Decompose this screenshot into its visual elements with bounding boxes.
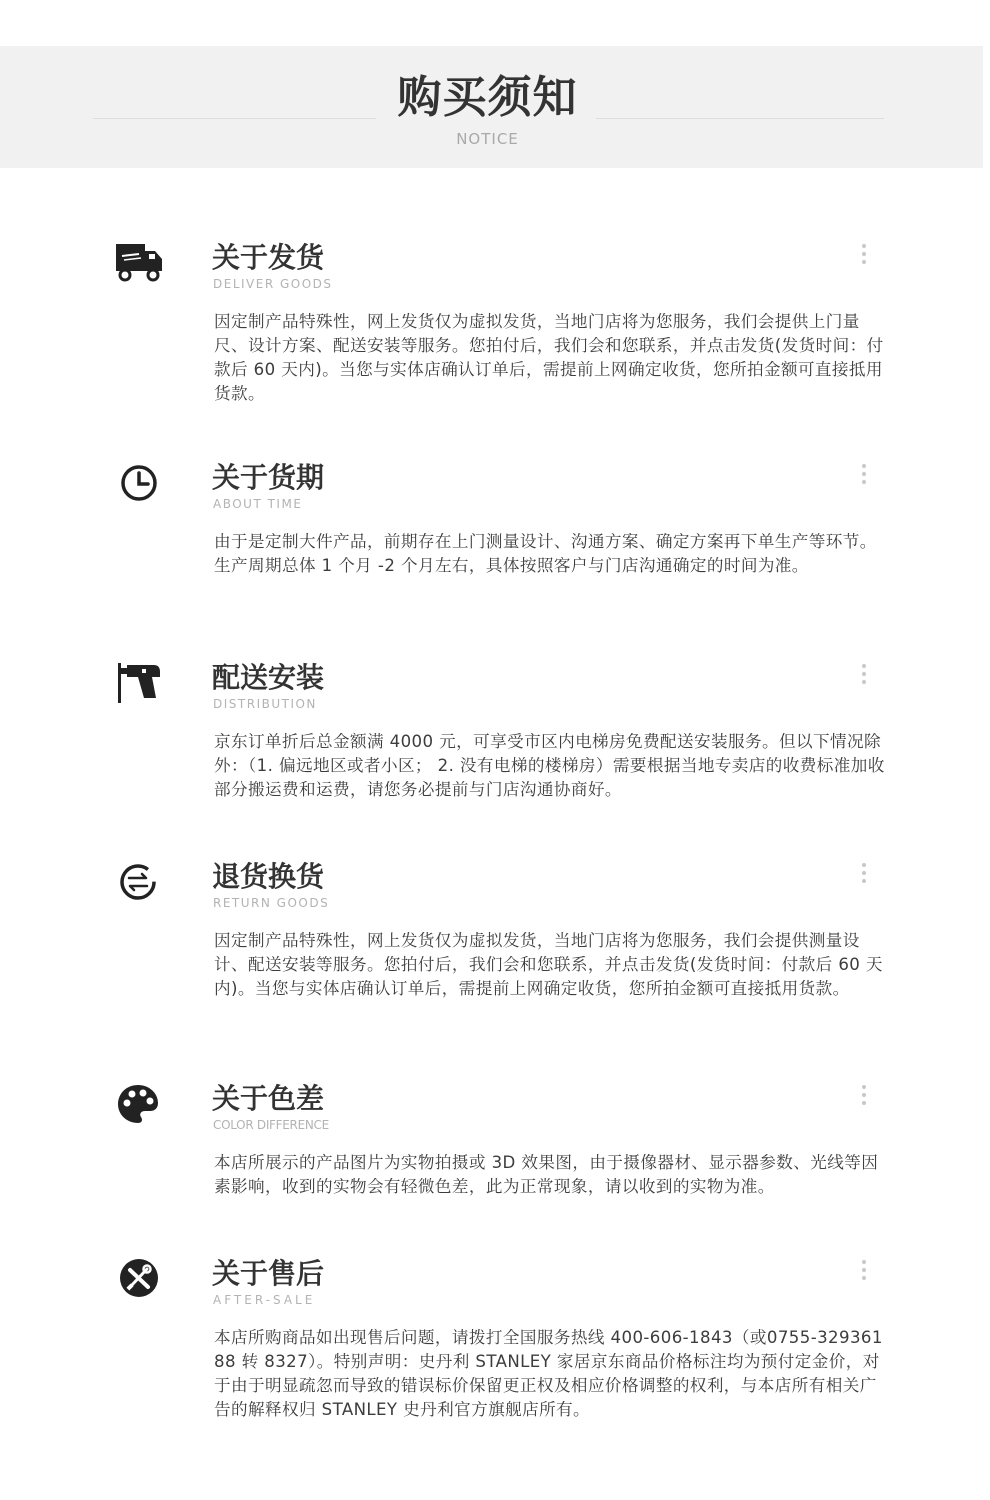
more-icon [858,464,870,490]
palette-icon [112,1081,164,1127]
more-icon [858,1085,870,1111]
section-title: 退货换货 [212,860,325,893]
drill-icon [112,660,164,706]
exchange-icon [112,859,164,905]
section-body: 因定制产品特殊性，网上发货仅为虚拟发货，当地门店将为您服务，我们会提供测量设计、配送安装等服务。您拍付后，我们会和您联系，并点击发货(发货时间：付款后 60 天内)。当您与实体店确认订单后，需提前上网确定收货，您所拍金额可直接抵用货款。 [214,931,883,998]
section-title: 关于色差 [212,1082,325,1115]
more-icon [858,863,870,889]
section-body: 本店所展示的产品图片为实物拍摄或 3D 效果图，由于摄像器材、显示器参数、光线等因素影响，收到的实物会有轻微色差，此为正常现象，请以收到的实物为准。 [214,1153,879,1196]
section-subtitle: DELIVER GOODS [213,277,333,291]
page-subtitle: NOTICE [456,130,519,148]
truck-icon [112,240,164,286]
section-body: 京东订单折后总金额满 4000 元，可享受市区内电梯房免费配送安装服务。但以下情况除外：（1. 偏远地区或者小区； 2. 没有电梯的楼梯房）需要根据当地专卖店的收费标准加收部分搬运费和运费，请您务必提前与门店沟通协商好。 [214,732,885,799]
section-title: 配送安装 [212,661,325,694]
notice-header [0,46,983,168]
section-title: 关于售后 [212,1257,325,1290]
section-subtitle: DISTRIBUTION [213,697,317,711]
tools-icon [112,1256,164,1302]
section-subtitle: RETURN GOODS [213,896,330,910]
more-icon [858,1260,870,1286]
section-subtitle: ABOUT TIME [213,497,303,511]
page-title: 购买须知 [397,72,578,123]
more-icon [858,244,870,270]
more-icon [858,664,870,690]
section-body: 由于是定制大件产品，前期存在上门测量设计、沟通方案、确定方案再下单生产等环节。生产周期总体 1 个月 -2 个月左右，具体按照客户与门店沟通确定的时间为准。 [214,532,877,575]
section-body: 本店所购商品如出现售后问题，请拨打全国服务热线 400-606-1843（或0755-32936188 转 8327）。特别声明：史丹利 STANLEY 家居京东商品价格标注均为预付定金价，对于由于明显疏忽而导致的错误标价保留更正权及相应价格调整的权利，与本店所有相关广告的解释权归 STANLEY 史丹利官方旗舰店所有。 [214,1328,883,1419]
section-subtitle: COLOR DIFFERENCE [213,1118,329,1132]
section-subtitle: AFTER-SALE [213,1293,316,1307]
section-title: 关于发货 [212,241,325,274]
clock-icon [112,460,164,506]
section-title: 关于货期 [212,461,325,494]
section-body: 因定制产品特殊性，网上发货仅为虚拟发货，当地门店将为您服务，我们会提供上门量尺、设计方案、配送安装等服务。您拍付后，我们会和您联系，并点击发货(发货时间：付款后 60 天内)。当您与实体店确认订单后，需提前上网确定收货，您所拍金额可直接抵用货款。 [214,312,884,403]
